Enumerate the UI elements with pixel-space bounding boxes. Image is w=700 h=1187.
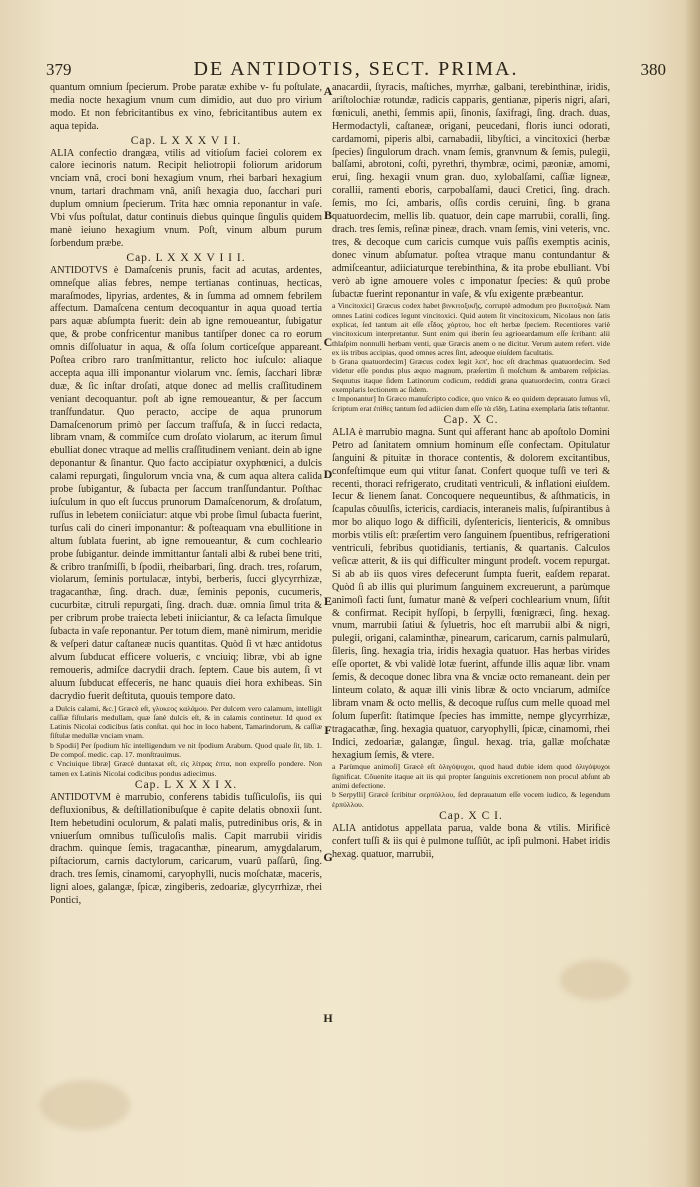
paper-stain <box>560 960 630 1000</box>
body-paragraph: anacardii, ſtyracis, maſtiches, myrrhæ, galbani, terebinthinæ, iridis, ariſtolochiæ rotundæ, radicis capparis, gentianæ, piperis nigri, aſari, fœniculi, anethi, ſemmis apii, ſinonis, ſaxifragi, ſing. drach. duas, Hermodactyli, caſtaneæ, origani, peucedani, floris iunci odorati, cardamomi, piperis albi, carnabadii, libyſtici, a vincitoxici (herbæ ſpecies) ſingulorum drach. vnam ſemis, granvnum & ſemis, pulegii, balſami, abrotoni, coſti, pyrethri, thymbræ, ocimi, pæoniæ, amomi, erui, ſing. hexagii vnum gran. duo, xylobalſami, caſſiæ ligneæ, corallii, ramenti eboris, carpobalſami, dauci Cretici, ſing. drach. ſemis, mo ſci, ambaris, oſſis cordis ceruini, ſing. b grana quatuordecim, mellis lib. quatuor, dein cape marrubii, coralli, ſing. drach. tres ſemis, reſinæ pineæ, drach. vnam ſemis, vini veteris, vnc. tres, & decoque cum caricis cumque vuis paſſis exemptis acinis, donec vinum abſumatur. poſtea vtraque manu contundantur & admiſceantur, adiiciaturque terebinthina, & ita probe ebulliant. Vbi verò ab igne amouere voles c imponatur ſpecies: & quû probe ſubactæ fuerint reponantur in vaſe, & vſu exigente præbeantur. <box>332 82 610 300</box>
body-paragraph: quantum omnium ſpecierum. Probe paratæ exhibe v- fu poſtulate, media nocte hexagium vnum cum dimidio, aut duo pro virium modo. Et non febricitantibus ex vino, febricitantibus autem ex aqua tepida. <box>50 82 322 132</box>
chapter-heading: Cap. L X X X V I I. <box>130 134 242 147</box>
body-paragraph: ALIA confectio drangæa, vtilis ad vitioſum faciei colorem ex calore iecinoris natum. Recipit heliotropii foliorum aridorum vnciam vnâ, croci boni hexagium vnum, rhei barbari hexagium vnum, tartari drachmam vnâ, aniſi hexagia duo, ſacchari puri duplum omnium ſpecierum. Trita hæc omnia reponantur in vaſe. Vbi vſus poſtulat, datur continuis diebus quinque ſingulis quidem manè ieiuno hexagium vnum. Poſt, vinum album purum ſorbendum præbe. <box>50 147 322 249</box>
left-column <box>50 82 322 908</box>
footnote: b Spodii] Per ſpodium hîc intelligendum ve nit ſpodium Arabum. Quod quale ſit, lib. 1. De compoſ. medic. cap. 17. monſtrauimus. <box>50 740 322 759</box>
footnote: a Dulcis calami, &c.] Græcè eſt, γλυκεος καλάμου. Per dulcem vero calamum, intelligit caſſiæ fiſtularis medullam, quæ ſanè dulcis eſt, & in calamis continetur. Id quod ex Latinis Nicolai codicibus ſatis conſtat. qui hoc in loco habent, Tamarindorum, & caſſiæ fiſtulæ medullæ vnciam vnam. <box>50 703 322 741</box>
footnote: a Vincitoxici] Græcus codex habet βινκιτοξικῆς, corruptè admodum pro βικιτοξικά. Nam omnes Latini codices legunt vincitoxici. Quid autem ſit vincitoxicum, Nicolaus non ſatis explicat, ſed tantum ait eſſe εἶδος χόρτου, hoc eſt herbæ ſpeciem. Recentiores variè vincitoxicum interpretantur. Sunt enim qui iberin ſeu agrioeardamum eſſe ſcribant: alii thlaſpim nonnulli herbam venti, quæ Græcis anem o ne dicitur. Verum autem refert. vide ex iis tribus accipias, quod omnes acres ſint, adeoque eiuſdem facultatis. <box>332 301 610 357</box>
body-paragraph: ANTIDOTVS è Damaſcenis prunis, facit ad acutas, ardentes, omneſque alias febres, nempe tertianas continuas, hecticas, maraſmodes, lipyrias, ardentes, & in ſumma ad omnem febrilem affectum. Damaſcena centum decoquantur in aqua quoad tertia pars aquæ abſumpta fuerit: dein ab igne remoueantur, ſubigatur que, & probe confricentur manibus tantiſper donec ca ro eorum omnis diſſoluatur in aqua, & oſſa ſolum corticeſque appareant. Poſtea cribro raro tranſmittantur, relicto hoc iuſculo: aliaque accepta aqua illi imponantur violarum vnc. ſemis, ſacchari libræ duæ, & ſic inſtar droſati, atque donec ad mellis craſſitudinem veniant decoquantur. poſt ab igne remoueantur, & per ſaccum tranſfundatur. Quo peracto, accipe de aqua prunorum Damaſcenorum primò per ſaccum traſfuſa, & in ſucci redacta, libram vnam, & commiſce cum droſato violarum, ac iterum ſimul ebulliat donec vtraque ad mellis craſſitudinem veniant. dein ab igne deponantur & ſinantur. Quo facto accipiatur oxyphœnici, a dulcis calami repurgati, ſingulorum vncia vna, & cum aqua altera calida probe ſubigantur, & ſubacta per ſaccum tranſſundantur. Poſthac iuſculum in quo eſt ſuccus prunorum Damaſcenorum, & droſatum, ruſſus in lebetem coniiciatur: atque vbi probe ſimul ſubacta fuerint, turſus cali do cineri imponantur: & poſteaquam vna ebullitione in altum ſublata fuerint, ab igne remoueantur, & cum cochleario probe ſubigantur. deinde immittantur ſantali albi & rubei bene triti, & cribro tranſmiſſi, b ſpodii, rheibarbari, ſing. drach. tres, roſarum, violarum, ſeminis portulacæ, intybi, berberis, ſucci glycyrrhizæ, tragacanthæ, ſing. drach. duæ, ſeminis peponis, cucumeris, cucurbitæ, citruli repurgati, ſing. drach. duæ. omnia ſimul trita & per cribrum probe traiecta lebeti iniiciantur, & ca leſacta ſimulque ſubacta in vaſe reponantur. Per totum diem, manè nimirum, meridie & veſperi datur caſtaneæ nucis quantitas. Quòd ſi vt hæc antidotus alvum ſubducat efficere volueris, c vnciuiq; libræ, vbi ab igne remoueris, admiſce dacrydii drach. ſeptem. Caue bis autem, ſi vt aluum ſubducat effeceris, ne hanc quauis diei hora exhibeas. Sin dacrydio fuerit deſtituta, quouis tempore dato. <box>50 264 322 702</box>
footnote: b Serpylli] Græcè ſcribitur σερπύλλου, ſed deprauatum eſſe vocem iudico, & legendum ἑρπύλλου. <box>332 790 610 809</box>
running-head <box>46 58 666 84</box>
folio-left: 379 <box>46 60 72 79</box>
margin-letter: F <box>324 723 332 737</box>
body-paragraph: ANTIDOTVM è marrubio, conferens tabidis tuſſiculoſis, iis qui defluxionibus, & deſtillationibuſque è capite delatis obnoxii ſunt. Item hebetudini oculorum, & palati malis, putredinibus oris, & in vniuerſum omnibus tuſſiculoſis malis. Capit marrubii viridis drachm. quinque ſemis, tragacanthæ, pinearum, amygdalarum, piſtaciorum, carnis dactylorum, caricarum, vuarû paſſarû, ſing. drach. tres ſemis, cinamomi, caryophylli, nucis moſchatæ, maceris, ligni aloes, galangæ, ſpicæ, zingiberis, zedoariæ, glycyrrhizæ, rhei Pontici, <box>50 791 322 907</box>
footnote: a Parùmque animoſi] Græcè eſt ὀλιγόψυχοι, quod haud dubie idem quod ὀλιγόψυχοι ſignificat. Côuenite itaque ait iis qui propter ſanguinis excretionem non procul abſunt ab animi defectione. <box>332 762 610 791</box>
chapter-heading: Cap. L X X X I X. <box>134 778 238 791</box>
margin-letter: E <box>323 594 332 608</box>
body-paragraph: ALIA è marrubio magna. Sunt qui afferant hanc ab apoſtolo Domini Petro ad ſanitatem omnium hominum eſſe confectam. Opitulatur ſanguini & pituitæ in thorace contentis, & dolorem excitantibus, confeſtimque eum qui vtitur ſanat. Confert quoque tuſſi ve teri & recenti, thoraci refrigerato, cruditati ventriculi, & inflationi eiuſdem. Iecur & lienem ſanat. Concoquere nequeuntibus, & aſthmaticis, in ſcapulas côuulſis, ictericis, cardiacis, interaneis malis, ſuſpirantibus à mor bo aliquo logo & difficili, dyſentericis, lientericis, & omnibus morbis vtilis eſt: præſertim vero ſanguinem ſpuentibus, refrigerationi ventriculi, febribus quotidianis, tertianis, & quartanis. Calculos veſicæ atterit, & iis qui difficulter mingunt prodeſt. vocem repurgat. Si ab ab iis quos vires defecerunt ſumpta fuerit, eaſdem reparat. Quòd ſi ab illis qui plurimum ſanguinem excreuerunt, a parùmque animoſi facti ſunt, ſumatur manè & veſperi cochlearium vnum, ſiſtit & confirmat. Recipit hyſſopi, b ſerpylli, fœnigræci, ſing. hexag. vnum, marrubii ſatiui & ſyluetris, hoc eſt marrubii albi & nigri, pulegii, origani, calaminthæ, pinearum, caricarum, carnis palmularû, ſileris, ſing. hexagia tria, iridis hexagia quatuor. Has herbas virides eſſe oportet, & vbi validè lotæ fuerint, affunde illis aquæ libr. vnam ſemis, & decoque donec libra vna & vnciæ octo remaneant. dein per linteum colato, & aquæ illi vinis libræ & octo vnciarum, admiſce libram vnam & octo mellis, & decoque ruſſus cum melle quoad mel ſolum ſuperſit: ſtatimque ſpecies has immitte, nempe glycyrrhizæ, tragacathæ, ſing. hexagia quatuor, caryophylli, ſpicæ, cinamomi, rhei Indici, zedoariæ, galangæ, ſingul. hexag. tria, gallæ moſchatæ hexagium ſemis, & vtere. <box>332 426 610 761</box>
margin-letter: G <box>323 850 333 864</box>
margin-letter: A <box>323 84 333 98</box>
folio-right: 380 <box>640 60 666 79</box>
chapter-heading: Cap. L X X X V I I I. <box>126 251 246 264</box>
page-edge-shadow <box>684 0 700 1187</box>
footnote: c Vnciuique libræ] Græcè duntaxat eſt, εἰς λίτρας ἑπτα, non expreſſo pondere. Non tamen ex Latinis Nicolai codicibus pondus adiecimus. <box>50 759 322 778</box>
right-column <box>332 82 610 862</box>
body-paragraph: ALIA antidotus appellata parua, valde bona & vtilis. Mirificè confert tuſſi & iis qui è pulmone tuſſiût, ac ipſi pulmoni. Habet iridis hexag. quatuor, marrubii, <box>332 822 610 860</box>
footnote: b Grana quatuordecim] Græcus codex legit λεπ', hoc eſt drachmas quatuordecim. Sed videtur eſſe pondus plus æquo magnum, præſertim ſi moſchum & ambarem reſpicias. Sequutus itaque ſidem Latinorum codicum, reddidi grana quatuordecim, contra Græci exemplaris lectionem ac ſidem. <box>332 357 610 395</box>
footnote: c Imponantur] In Græco manuſcripto codice, quo vnico & eo quidem deprauato ſumus vſi, ſcriptum erat ἐπίθες tantum ſed adiicien dum eſſe τὰ εἴδη, Latina exemplaria ſatis teſtantur. <box>332 394 610 413</box>
margin-letter: B <box>323 208 332 222</box>
chapter-heading: Cap. X C. <box>443 413 499 426</box>
page-title: DE ANTIDOTIS, SECT. PRIMA. <box>193 58 519 80</box>
paper-stain <box>40 1080 130 1130</box>
margin-letter: C <box>323 335 333 349</box>
margin-letter: H <box>323 1011 333 1025</box>
margin-letter: D <box>323 467 333 481</box>
chapter-heading: Cap. X C I. <box>439 809 503 822</box>
